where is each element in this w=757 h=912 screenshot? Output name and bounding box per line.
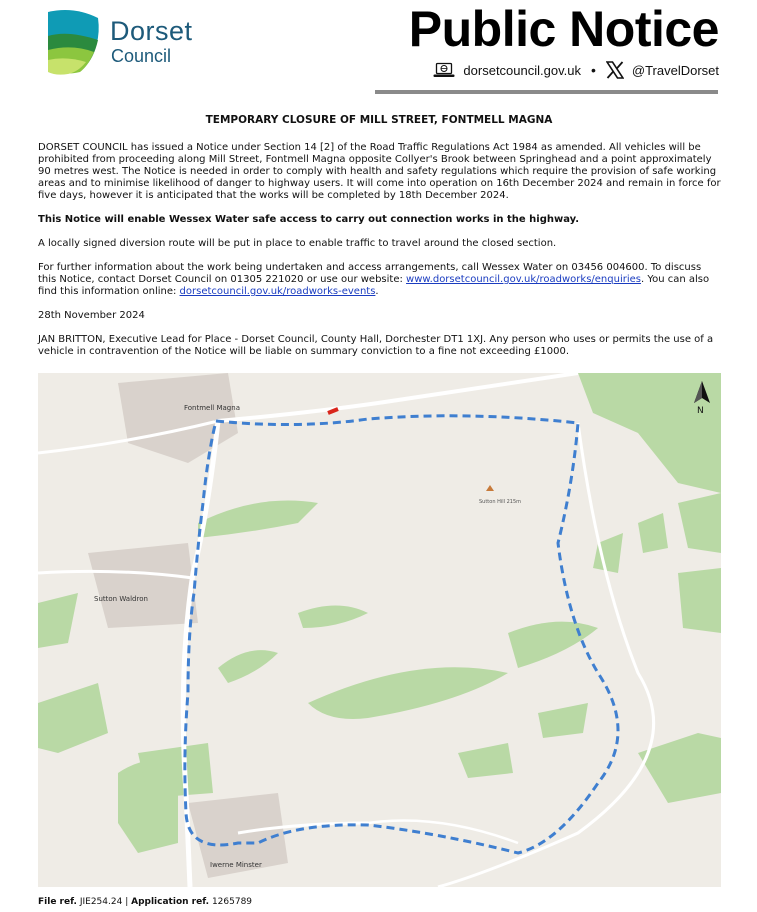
enquiries-link[interactable]: www.dorsetcouncil.gov.uk/roadworks/enquiries xyxy=(406,274,641,285)
file-ref-value: JIE254.24 xyxy=(79,897,123,907)
reference-footer xyxy=(38,897,252,907)
para4-text-c: . xyxy=(375,286,379,297)
application-ref-value: 1265789 xyxy=(211,897,253,907)
map-svg xyxy=(38,373,721,887)
roadworks-events-link[interactable]: dorsetcouncil.gov.uk/roadworks-events xyxy=(179,286,376,297)
application-ref-label: Application ref. xyxy=(131,897,210,907)
map-label-fontmell: Fontmell Magna xyxy=(184,404,240,412)
footer-separator: | xyxy=(125,897,129,907)
notice-paragraph-2: This Notice will enable Wessex Water safe access to carry out connection works in the highway. xyxy=(38,214,580,225)
notice-heading: TEMPORARY CLOSURE OF MILL STREET, FONTMELL MAGNA xyxy=(205,114,553,126)
contact-line xyxy=(433,60,719,80)
notice-date: 28th November 2024 xyxy=(38,310,145,321)
header-rule xyxy=(375,90,718,94)
para4-text-a: For further information about the work being undertaken and access arrangements, call Wessex Water on 03456 004600. To discuss this Notice, contact Dorset Council on 01305 221020 or use our website: xyxy=(38,262,702,285)
logo-name: Dorset xyxy=(110,16,193,46)
logo-sub: Council xyxy=(111,46,172,66)
notice-paragraph-5: JAN BRITTON, Executive Lead for Place - Dorset Council, County Hall, Dorchester DT1 1XJ. Any person who uses or permits the use of a vehicle in contravention of the Notice will be liable on summary conviction to a fine not exceeding £1000. xyxy=(38,334,714,357)
para4-text-b: . You can also find this information online: xyxy=(38,274,710,297)
map-label-sutton-hill: Sutton Hill 215m xyxy=(479,499,522,505)
laptop-icon xyxy=(433,62,455,78)
diversion-map xyxy=(38,373,721,887)
file-ref-label: File ref. xyxy=(38,897,77,907)
north-label: N xyxy=(697,406,704,416)
notice-paragraph-4 xyxy=(38,262,722,298)
dorset-logo-icon xyxy=(44,6,104,76)
x-twitter-icon xyxy=(606,61,624,79)
notice-paragraph-1: DORSET COUNCIL has issued a Notice under Section 14 [2] of the Road Traffic Regulations Act 1984 as amended. All vehicles will be prohibited from proceeding along Mill Street, Fontmell Magna opposite Collyer's Brook between Springhead and a point approximately 90 metres west. The Notice is needed in order to comply with health and safety regulations which require the provision of safe working areas and to minimise likelihood of danger to highway users. It will come into operation on 16th December 2024 and remain in force for five days, however it is anticipated that the works will be completed by 18th December 2024. xyxy=(38,142,721,201)
map-label-sutton-waldron: Sutton Waldron xyxy=(94,595,148,603)
twitter-handle[interactable]: @TravelDorset xyxy=(631,62,719,78)
page-title: Public Notice xyxy=(408,1,719,57)
map-label-iwerne: Iwerne Minster xyxy=(210,861,262,869)
dorset-council-logo xyxy=(44,6,214,76)
separator-dot: • xyxy=(590,62,596,78)
notice-body xyxy=(38,142,722,370)
website-link[interactable]: dorsetcouncil.gov.uk xyxy=(463,62,581,78)
notice-paragraph-3: A locally signed diversion route will be put in place to enable traffic to travel around the closed section. xyxy=(38,238,557,249)
